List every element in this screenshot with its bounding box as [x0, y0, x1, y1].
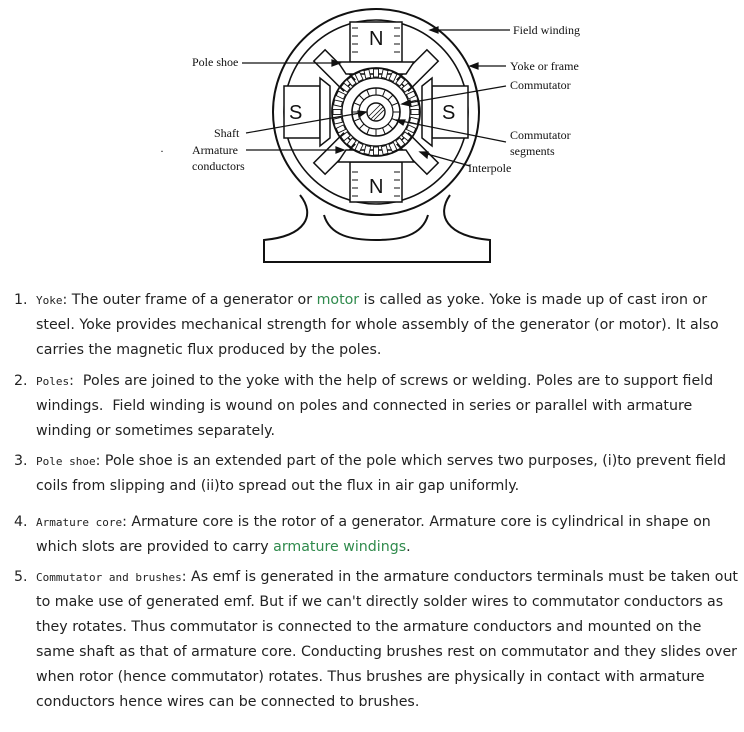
list-item-armature-core [14, 510, 744, 560]
armature-slot [336, 91, 345, 99]
item-number: 1. [14, 292, 28, 308]
item-sep: : [95, 453, 101, 469]
item-text: Poles are joined to the yoke with the help of screws or welding. Poles are to support field windings. Field winding is wound on poles and connected in series or parallel with armature winding or sometimes separately. [36, 373, 718, 439]
item-text-post: . [406, 539, 411, 555]
pole-label-bottom: N [369, 176, 384, 198]
armature-windings-link[interactable]: armature windings [273, 539, 407, 555]
pole-label-top: N [369, 28, 384, 50]
label-interpole: Interpole [468, 161, 512, 175]
item-text-post: is called as yoke. Yoke is made up of cast iron or steel. Yoke provides mechanical strength for whole assembly of the generator (or motor). It also carries the magnetic flux produced by the poles. [36, 292, 719, 358]
item-text: Pole shoe is an extended part of the pole which serves two purposes, (i)to prevent field coils from slipping and (ii)to spread out the flux in air gap uniformly. [36, 453, 727, 494]
shaft [367, 103, 385, 121]
item-term: Pole shoe [36, 455, 96, 468]
commutator-segment-divider [383, 90, 386, 96]
item-sep: : [62, 292, 68, 308]
label-commutator-segments-1: Commutator [510, 128, 571, 142]
label-field-winding: Field winding [513, 23, 581, 37]
commutator-segment-divider [359, 95, 364, 100]
commutator-segment-divider [354, 103, 360, 106]
label-commutator-segments-2: segments [510, 144, 555, 158]
item-number: 2. [14, 373, 28, 389]
item-term: Armature core [36, 516, 123, 529]
list-item-pole-shoe [14, 449, 744, 499]
armature-slot [406, 125, 415, 133]
list-item-commutator-brushes [14, 565, 744, 715]
commutator-segment-divider [392, 103, 398, 106]
page-mark: · [160, 144, 164, 158]
motor-link[interactable]: motor [316, 292, 360, 308]
generator-parts-list [0, 288, 744, 715]
item-term: Yoke [36, 294, 63, 307]
armature-slot [334, 100, 343, 107]
armature-slot [406, 91, 415, 99]
dc-generator-diagram [0, 0, 744, 278]
label-pole-shoe: Pole shoe [192, 55, 239, 69]
generator-base [264, 195, 490, 262]
item-text: As emf is generated in the armature conductors terminals must be taken out to make use of generated emf. But if we can't directly solder wires to commutator conductors as they rotates. Thus commutator is connected to the armature conductors and mounted on the same shaft as that of armature core. Conducting brushes rest on commutator and they slides over when rotor (hence commutator) rotates. Thus brushes are physically in contact with armature conductors hence wires can be connected to brushes. [36, 569, 738, 710]
commutator-segment-divider [367, 128, 370, 134]
commutator-segment-divider [388, 124, 393, 129]
item-sep: : [69, 373, 74, 389]
commutator-segment-divider [359, 124, 364, 129]
commutator-segment-divider [388, 95, 393, 100]
label-yoke-or-frame: Yoke or frame [510, 59, 579, 73]
label-commutator: Commutator [510, 78, 571, 92]
armature-slot [374, 69, 379, 77]
armature-slot [411, 110, 419, 115]
armature-slot [374, 147, 379, 155]
armature-slot [334, 117, 343, 124]
item-sep: : [181, 569, 187, 585]
item-sep: : [122, 514, 127, 530]
list-item-yoke [14, 288, 744, 363]
item-text: The outer frame of a generator or [67, 292, 317, 308]
item-term: Commutator and brushes [36, 571, 182, 584]
pole-label-right: S [442, 102, 456, 124]
item-number: 4. [14, 514, 28, 530]
armature-slot [336, 125, 345, 133]
list-item-poles [14, 369, 744, 444]
label-shaft: Shaft [214, 126, 240, 140]
item-number: 5. [14, 569, 28, 585]
commutator-segment-divider [383, 128, 386, 134]
item-term: Poles [36, 375, 70, 388]
item-number: 3. [14, 453, 28, 469]
label-armature-conductors-1: Armature [192, 143, 238, 157]
commutator-segment-divider [354, 119, 360, 122]
pole-label-left: S [289, 102, 303, 124]
item-text: Armature core is the rotor of a generator. Armature core is cylindrical in shape on which slots are provided to carry [36, 514, 711, 555]
armature-slot [333, 110, 341, 115]
commutator-segment-divider [367, 90, 370, 96]
label-armature-conductors-2: conductors [192, 159, 245, 173]
